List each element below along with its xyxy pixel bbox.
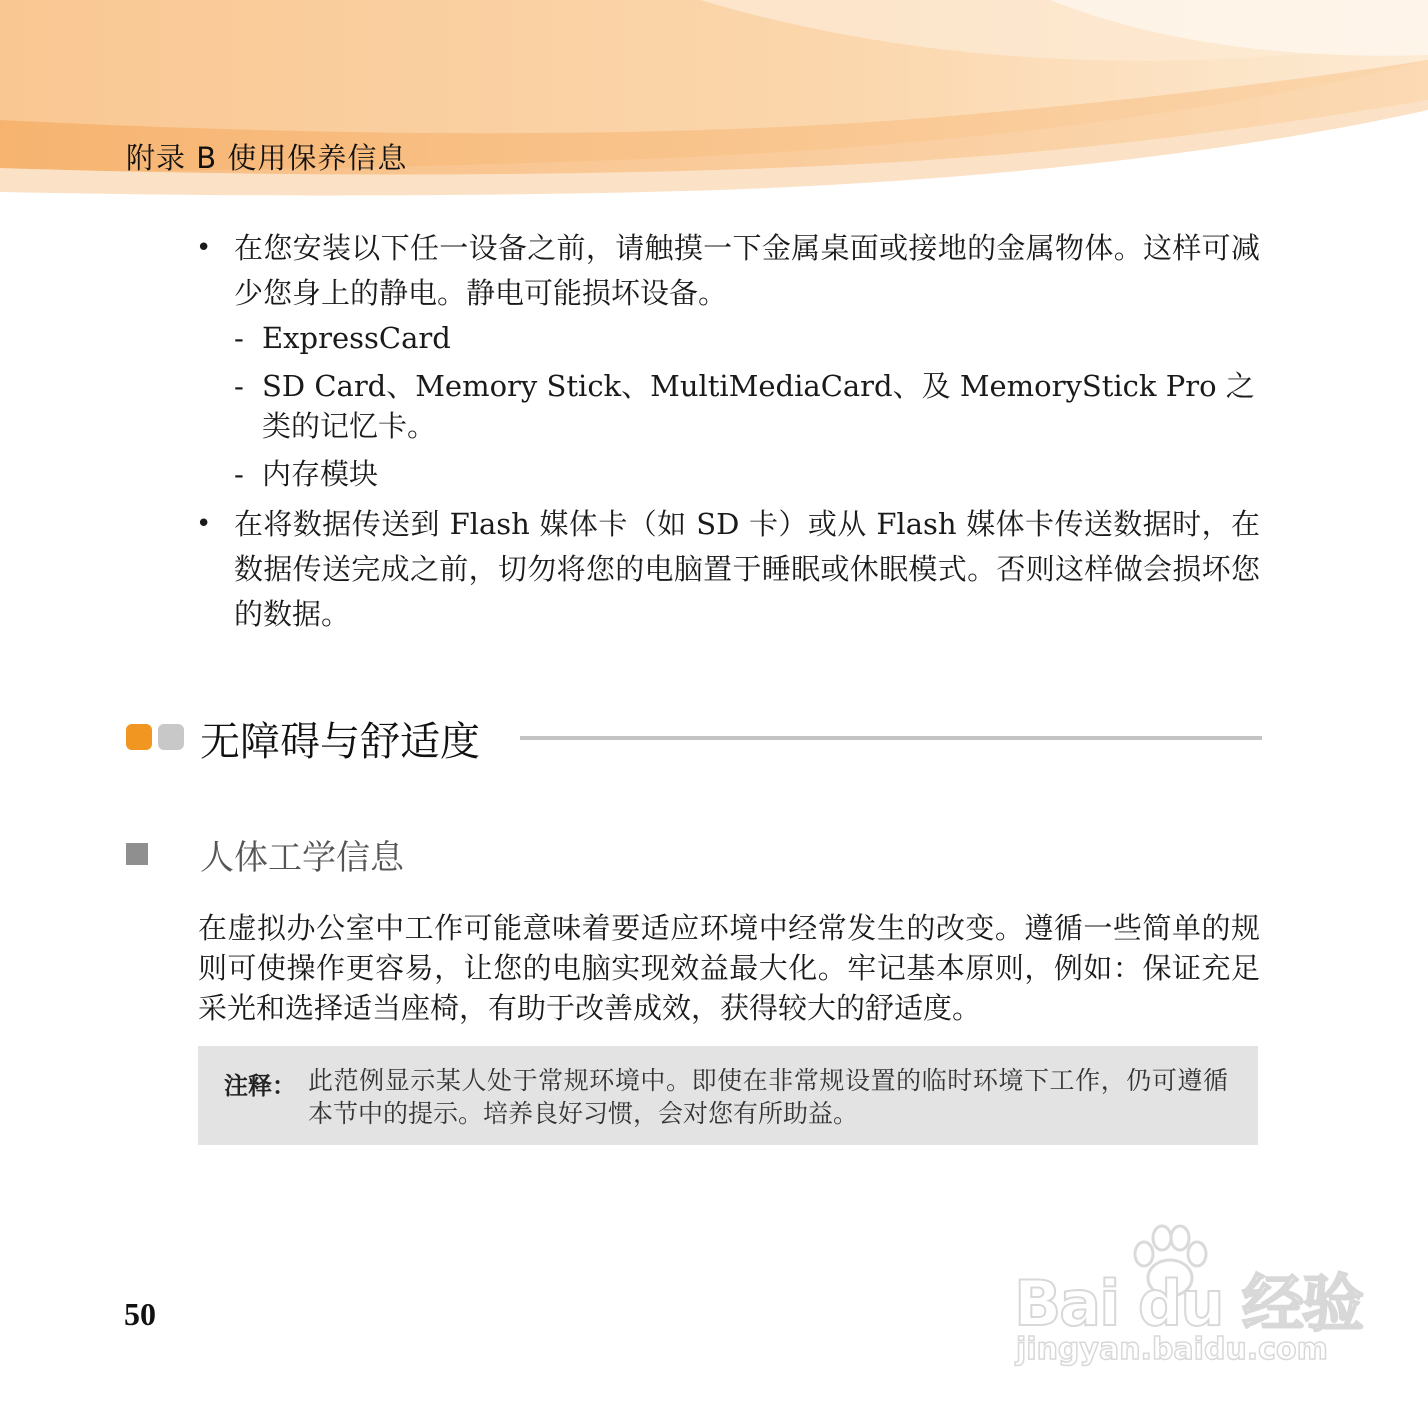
- bullet-text: 在您安装以下任一设备之前，请触摸一下金属桌面或接地的金属物体。这样可减少您身上的静电。静电可能损坏设备。: [234, 231, 1260, 310]
- header-title: 附录 B 使用保养信息: [126, 141, 408, 175]
- sub-item-text: SD Card、Memory Stick、MultiMediaCard、及 MemoryStick Pro 之类的记忆卡。: [262, 369, 1255, 443]
- watermark-brand: Bai du 经验: [1014, 1267, 1363, 1340]
- bullet-marker: •: [196, 233, 212, 263]
- bullet-item: [196, 502, 1260, 637]
- bullet-marker: •: [196, 509, 212, 539]
- sub-list-item: [234, 318, 1260, 358]
- section-divider: [520, 736, 1262, 740]
- sub-item-text: ExpressCard: [262, 321, 451, 355]
- bullet-item: [196, 226, 1260, 494]
- bullet-list: [196, 226, 1260, 637]
- watermark-url: jingyan.baidu.com: [1016, 1332, 1328, 1367]
- sub-list-item: [234, 366, 1260, 446]
- sub-list: [234, 318, 1260, 494]
- section-title: 无障碍与舒适度: [200, 719, 480, 765]
- section-heading: [126, 708, 1262, 768]
- page-number: 50: [124, 1296, 156, 1332]
- note-box: [198, 1046, 1258, 1145]
- square-bullet-icon: [126, 843, 148, 865]
- dash-marker: -: [234, 369, 244, 403]
- gray-square-icon: [158, 724, 184, 750]
- subsection-heading: [126, 830, 726, 880]
- note-text: 此范例显示某人处于常规环境中。即使在非常规设置的临时环境下工作，仍可遵循本节中的提示。培养良好习惯，会对您有所助益。: [308, 1066, 1228, 1128]
- sub-list-item: [234, 454, 1260, 494]
- orange-square-icon: [126, 724, 152, 750]
- dash-marker: -: [234, 321, 244, 355]
- subsection-title: 人体工学信息: [200, 838, 404, 878]
- sub-item-text: 内存模块: [262, 457, 379, 491]
- dash-marker: -: [234, 457, 244, 491]
- body-paragraph: 在虚拟办公室中工作可能意味着要适应环境中经常发生的改变。遵循一些简单的规则可使操作更容易，让您的电脑实现效益最大化。牢记基本原则，例如：保证充足采光和选择适当座椅，有助于改善成效，获得较大的舒适度。: [198, 911, 1260, 1025]
- baidu-watermark: [1010, 1210, 1363, 1380]
- bullet-text: 在将数据传送到 Flash 媒体卡（如 SD 卡）或从 Flash 媒体卡传送数据时，在数据传送完成之前，切勿将您的电脑置于睡眠或休眠模式。否则这样做会损坏您的数据。: [234, 507, 1260, 631]
- note-label: 注释：: [224, 1072, 296, 1100]
